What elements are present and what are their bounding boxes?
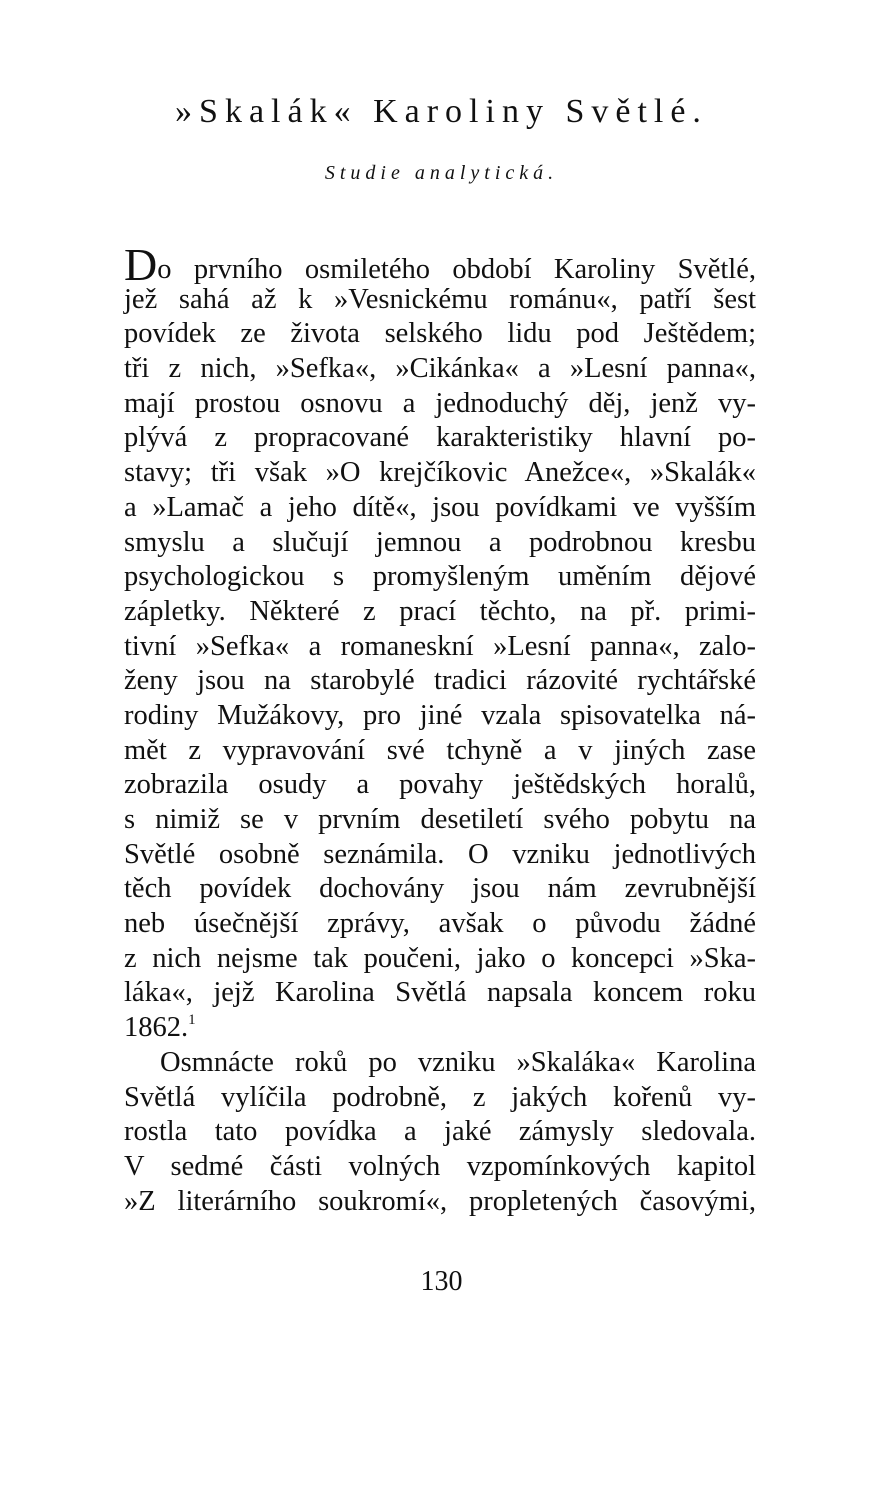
text-line: povídek ze života selského lidu pod Ještědem; — [124, 318, 756, 350]
text-line: Světlé osobně seznámila. O vzniku jednotlivých — [124, 838, 756, 870]
text-line: láka«, jejž Karolina Světlá napsala koncem roku — [124, 977, 756, 1009]
text-line: plývá z propracované karakteristiky hlavní po- — [124, 422, 756, 454]
text-line: »Z literárního soukromí«, propletených časovými, — [124, 1185, 756, 1217]
text-line — [124, 1011, 756, 1046]
text-line: jež sahá až k »Vesnickému románu«, patří šest — [124, 283, 756, 315]
text-line: rostla tato povídka a jaké zámysly sledovala. — [124, 1116, 756, 1148]
text-line: V sedmé části volných vzpomínkových kapitol — [124, 1150, 756, 1182]
footnote-mark: 1 — [188, 1012, 196, 1029]
paragraph-2 — [124, 1046, 756, 1219]
chapter-subtitle: Studie analytická. — [324, 162, 559, 184]
body-text — [124, 239, 756, 1219]
text-line: zobrazila osudy a povahy ještědských horalů, — [124, 769, 756, 801]
paragraph-1 — [124, 239, 756, 1046]
text-line — [124, 239, 756, 290]
text-line: mají prostou osnovu a jednoduchý děj, jenž vy- — [124, 387, 756, 419]
chapter-title: »Skalák« Karoliny Světlé. — [175, 93, 708, 130]
text-line: s nimiž se v prvním desetiletí svého pobytu na — [124, 804, 756, 835]
text-line: smyslu a slučují jemnou a podrobnou kresbu — [124, 526, 756, 558]
text-line: tři z nich, »Sefka«, »Cikánka« a »Lesní panna«, — [124, 353, 756, 385]
text-line: neb úsečnější zprávy, avšak o původu žádné — [124, 908, 756, 940]
text-line: stavy; tři však »O krejčíkovic Anežce«, »Skalák« — [124, 457, 756, 489]
text-line: těch povídek dochovány jsou nám zevrubnější — [124, 873, 756, 905]
drop-cap: D — [124, 239, 158, 290]
page-number: 130 — [420, 1266, 463, 1297]
text-line: psychologickou s promyšleným uměním dějové — [124, 561, 756, 593]
text-line: a »Lamač a jeho dítě«, jsou povídkami ve vyšším — [124, 491, 756, 523]
text-line: ženy jsou na starobylé tradici rázovité rychtářské — [124, 665, 756, 697]
text-line: Osmnácte roků po vzniku »Skaláka« Karolina — [160, 1046, 756, 1078]
text-line: z nich nejsme tak poučeni, jako o koncepci »Ska- — [124, 942, 756, 974]
text-line: mět z vypravování své tchyně a v jiných zase — [124, 734, 756, 766]
text-line: Světlá vylíčila podrobně, z jakých kořenů vy- — [124, 1081, 756, 1113]
text-line-content: 1862. — [124, 1012, 189, 1044]
text-line-content: o prvního osmiletého období Karoliny Světlé, — [157, 254, 756, 285]
text-line: tivní »Sefka« a romaneskní »Lesní panna«, zalo- — [124, 630, 756, 662]
text-line: zápletky. Některé z prací těchto, na př. primi- — [124, 595, 756, 627]
text-line: rodiny Mužákovy, pro jiné vzala spisovatelka ná- — [124, 699, 756, 731]
